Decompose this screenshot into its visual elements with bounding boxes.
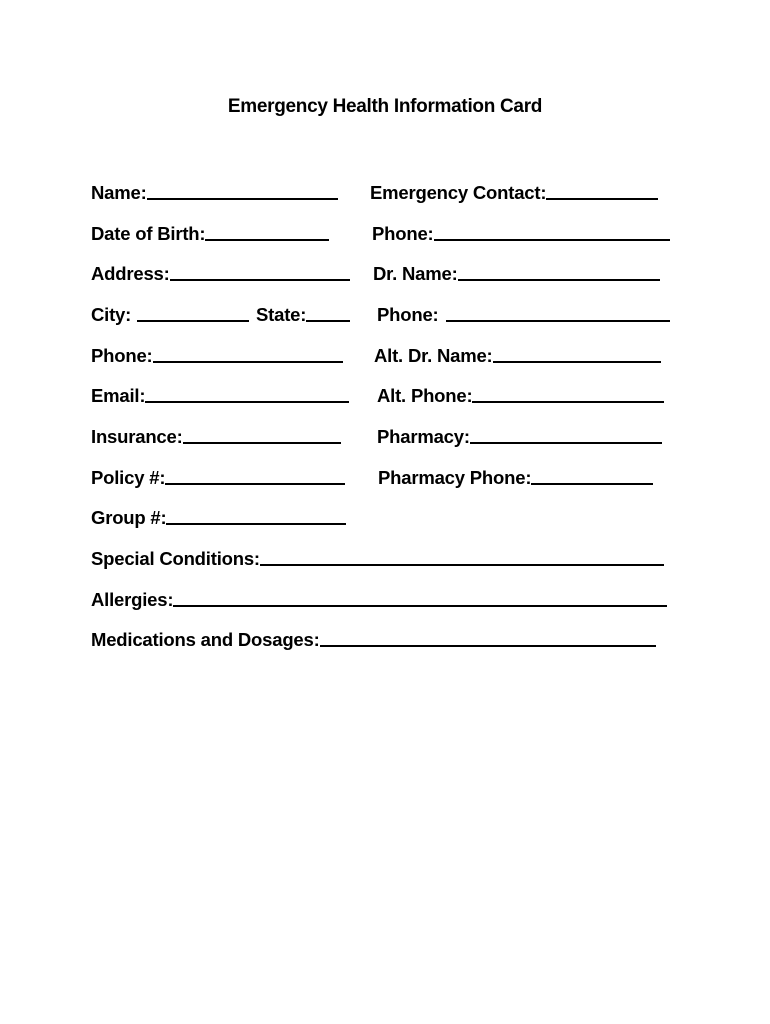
contact-phone-label: Phone: (372, 223, 434, 244)
address-field[interactable] (91, 259, 350, 285)
medications-field[interactable] (91, 625, 656, 651)
allergies-label: Allergies: (91, 589, 174, 610)
address-label: Address: (91, 263, 170, 284)
pharmacy-phone-blank[interactable] (531, 483, 653, 485)
name-label: Name: (91, 182, 147, 203)
dr-name-blank[interactable] (458, 279, 660, 281)
group-field[interactable] (91, 503, 346, 529)
dr-phone-label: Phone: (377, 304, 439, 325)
city-blank[interactable] (137, 320, 249, 322)
emergency-contact-field[interactable] (370, 178, 658, 204)
pharmacy-blank[interactable] (470, 442, 662, 444)
address-blank[interactable] (170, 279, 350, 281)
pharmacy-phone-field[interactable] (378, 463, 653, 489)
insurance-blank[interactable] (183, 442, 341, 444)
alt-phone-blank[interactable] (472, 401, 664, 403)
name-field[interactable] (91, 178, 338, 204)
state-field[interactable] (256, 300, 350, 326)
special-conditions-field[interactable] (91, 544, 664, 570)
dr-name-field[interactable] (373, 259, 660, 285)
phone-label: Phone: (91, 345, 153, 366)
state-label: State: (256, 304, 307, 325)
phone-field[interactable] (91, 341, 343, 367)
pharmacy-field[interactable] (377, 422, 662, 448)
state-blank[interactable] (306, 320, 350, 322)
phone-blank[interactable] (153, 361, 343, 363)
email-blank[interactable] (145, 401, 349, 403)
alt-phone-label: Alt. Phone: (377, 385, 473, 406)
group-blank[interactable] (166, 523, 346, 525)
alt-dr-name-blank[interactable] (493, 361, 661, 363)
medications-blank[interactable] (320, 645, 656, 647)
email-label: Email: (91, 385, 146, 406)
city-label: City: (91, 304, 132, 325)
policy-blank[interactable] (165, 483, 345, 485)
dr-phone-field[interactable] (377, 300, 670, 326)
pharmacy-label: Pharmacy: (377, 426, 470, 447)
pharmacy-phone-label: Pharmacy Phone: (378, 467, 532, 488)
alt-dr-name-field[interactable] (374, 341, 661, 367)
contact-phone-blank[interactable] (434, 239, 670, 241)
policy-field[interactable] (91, 463, 345, 489)
city-field[interactable] (91, 300, 249, 326)
contact-phone-field[interactable] (372, 219, 670, 245)
dob-field[interactable] (91, 219, 329, 245)
allergies-field[interactable] (91, 585, 667, 611)
medications-label: Medications and Dosages: (91, 629, 320, 650)
email-field[interactable] (91, 381, 349, 407)
special-conditions-label: Special Conditions: (91, 548, 260, 569)
dob-blank[interactable] (205, 239, 329, 241)
alt-phone-field[interactable] (377, 381, 664, 407)
name-blank[interactable] (147, 198, 338, 200)
emergency-contact-label: Emergency Contact: (370, 182, 547, 203)
special-conditions-blank[interactable] (260, 564, 664, 566)
policy-label: Policy #: (91, 467, 166, 488)
alt-dr-name-label: Alt. Dr. Name: (374, 345, 493, 366)
dr-phone-blank[interactable] (446, 320, 670, 322)
emergency-contact-blank[interactable] (546, 198, 658, 200)
page-title: Emergency Health Information Card (227, 96, 543, 117)
dob-label: Date of Birth: (91, 223, 206, 244)
insurance-field[interactable] (91, 422, 341, 448)
insurance-label: Insurance: (91, 426, 183, 447)
dr-name-label: Dr. Name: (373, 263, 458, 284)
group-label: Group #: (91, 507, 167, 528)
allergies-blank[interactable] (173, 605, 667, 607)
